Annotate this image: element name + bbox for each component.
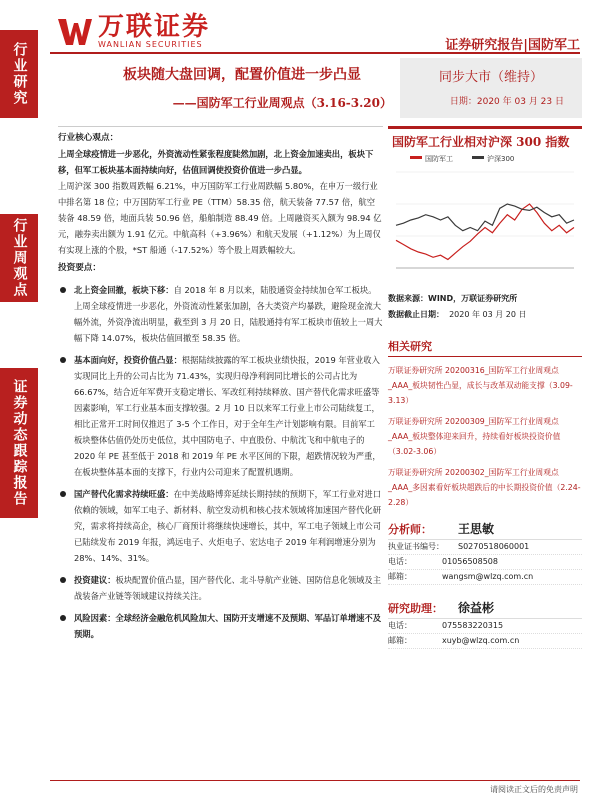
report-subtitle: ——国防军工行业周观点（3.16-3.20） — [172, 96, 392, 110]
point-lead: 国产替代化需求持续旺盛： — [74, 489, 174, 499]
analyst-label: 分析师： — [388, 523, 432, 536]
point-text: 自 2018 年 8 月以来，陆股通资金持续加仓军工板块。上周全球疫情进一步恶化，外资流动性紧张加剧，各大类资产均暴跌，避险现金流大幅外流，外资净流出明显，截至到 3 月 20 日，陆股通持有军工板块市值较上一周大幅下降 14.07%，板块估值回撤至 58.35 倍。 — [74, 285, 383, 343]
assistant-label: 研究助理： — [388, 602, 443, 615]
logo-w-icon — [58, 17, 92, 47]
point-text: 板块配置价值凸显，国产替代化、北斗导航产业链、国防信息化领域及主战装备产业链等领域建议持续关注。 — [74, 575, 382, 601]
sidebar-label-industry: 行业研究 — [0, 30, 38, 118]
chart-heading: 国防军工行业相对沪深 300 指数 — [388, 126, 582, 150]
assistant-name: 徐益彬 — [458, 601, 495, 615]
point-item — [58, 282, 383, 346]
related-link[interactable]: 万联证券研究所 20200316_国防军工行业周观点_AAA_板块韧性凸显，成长与改革双动能支撑（3.09-3.13） — [388, 366, 573, 405]
chart-source: 数据来源：WIND，万联证券研究所 — [388, 294, 518, 303]
point-lead: 基本面向好，投资价值凸显： — [74, 355, 182, 365]
legend-label: 沪深300 — [487, 155, 515, 163]
sidebar-label-tracking: 证券动态跟踪报告 — [0, 368, 38, 518]
analyst-email[interactable]: 邮箱： wangsm@wlzq.com.cn — [388, 570, 582, 585]
point-text: 在中美战略博弈延续长期持续的预期下，军工行业对进口依赖的领域，如军工电子、新材料、航空发动机和核心技术领域将加速国产替代化研究，需求将持续高企，核心厂商预计将继续快速增长，其中，军工电子领域上市公司已陆续发布 2019 年报，鸿远电子、火炬电子、宏达电子 2019 年利润增速分别为 28%、14%、31%。 — [74, 489, 382, 563]
related-link[interactable]: 万联证券研究所 20200302_国防军工行业周观点_AAA_多因素看好板块超跌后的中长期投资价值（2.24-2.28） — [388, 468, 581, 507]
legend-label: 国防军工 — [425, 155, 453, 163]
related-heading: 相关研究 — [388, 338, 582, 357]
report-type: 证券研究报告|国防军工 — [445, 38, 580, 53]
legend-swatch — [472, 156, 484, 159]
right-column — [388, 126, 582, 649]
point-text: 根据陆续披露的军工板块业绩快报，2019 年营业收入实现同比上升的公司占比为 71.43%，实现归母净利润同比增长的公司占比为 66.67%，结合近年军费开支稳定增长、军改红利持续释放、国产替代化需求旺盛等因素影响，军工行业基本面支撑较强。2 月 10 日以来军工行业上市公司陆续复工，相比正常开工时间仅推迟了 3-5 个工作日，对于全年生产计划影响有限。目前军工板块整体估值仍处历史低位，其中国防电子、中直股份、中航沈飞和中航电子的 2020 年 PE 甚至低于 2018 和 2019 年 PE 水平区间的下限，超跌情况较为严重，在板块整体基本面的支撑下，行业内公司迎来了配置机遇期。 — [74, 355, 381, 477]
invest-heading: 投资要点： — [58, 263, 101, 273]
analyst-cert: 执业证书编号： S0270518060001 — [388, 540, 582, 555]
chart-cutoff: 数据截止日期： 2020 年 03 月 20 日 — [388, 310, 527, 319]
assistant-email[interactable]: 邮箱： xuyb@wlzq.com.cn — [388, 634, 582, 649]
point-item — [58, 352, 383, 480]
report-title: 板块随大盘回调，配置价值进一步凸显 — [123, 67, 361, 83]
point-text: 全球经济金融危机风险加大、国防开支增速不及预期、军品订单增速不及预期。 — [74, 613, 382, 639]
point-item — [58, 572, 383, 604]
point-lead: 投资建议： — [74, 575, 116, 585]
related-link[interactable]: 万联证券研究所 20200309_国防军工行业周观点_AAA_板块整体迎来回升，持续看好板块投资价值（3.02-3.06） — [388, 417, 561, 456]
disclaimer-note: 请阅读正文后的免责声明 — [490, 785, 578, 794]
analyst-phone: 电话： 01056508508 — [388, 555, 582, 570]
core-heading: 行业核心观点： — [58, 133, 119, 143]
assistant-phone: 电话： 075583220315 — [388, 619, 582, 634]
point-lead: 风险因素： — [74, 613, 116, 623]
relative-index-chart — [388, 150, 582, 290]
report-date: 日期：2020 年 03 月 23 日 — [449, 97, 564, 107]
brand-logo — [58, 14, 210, 49]
core-paragraph: 上周沪深 300 指数周跌幅 6.21%，申万国防军工行业周跌幅 5.80%，在申万一级行业中排名第 18 位；中万国防军工行业 PE（TTM）58.35 倍，航天装备 77.57 倍，航空装备 48.59 倍，地面兵装 50.96 倍，船舶制造 88.49 倍。上周融资买入额为 98.94 亿元，融券卖出额为 1.91 亿元。中航高科（+3.96%）和航天发展（+1.12%）为上周仅有实现上涨的个股，*ST 船通（-17.52%）等个股上周跌幅较大。 — [58, 181, 382, 255]
analyst-header — [388, 520, 582, 540]
sidebar-label-weekly: 行业周观点 — [0, 214, 38, 302]
point-item — [58, 486, 383, 566]
point-item — [58, 610, 383, 642]
main-column — [58, 126, 383, 642]
assistant-header — [388, 599, 582, 619]
core-intro: 上周全球疫情进一步恶化，外资流动性紧张程度陡然加剧，北上资金加速卖出，板块下移，但军工板块基本面持续向好，估值回调使投资价值进一步凸显。 — [58, 149, 374, 175]
header-divider — [50, 52, 580, 54]
logo-text-en: WANLIAN SECURITIES — [98, 40, 203, 49]
legend-swatch — [410, 156, 422, 159]
logo-text-cn: 万联证券 — [98, 12, 211, 42]
footer-divider — [50, 780, 580, 781]
analyst-name: 王思敏 — [458, 522, 495, 536]
rating-box — [400, 58, 582, 118]
rating-label: 同步大市（维持） — [438, 70, 543, 85]
point-lead: 北上资金回撤，板块下移： — [74, 285, 174, 295]
